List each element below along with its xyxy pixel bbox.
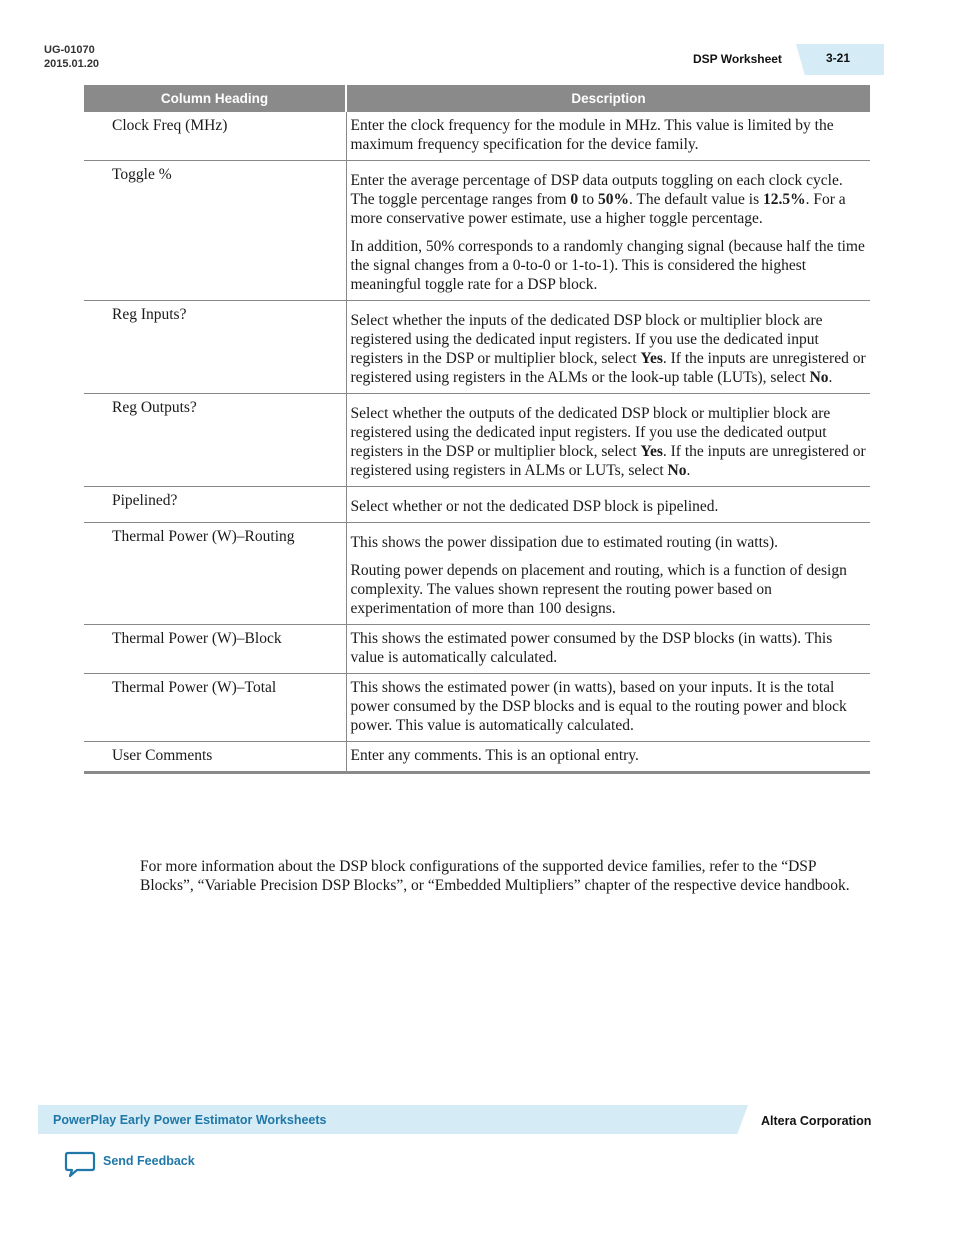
table-row: [84, 161, 870, 301]
row-name-routing: Thermal Power (W)–Routing: [84, 523, 346, 625]
row-desc-reg-outputs: [346, 394, 870, 487]
table-row: [84, 523, 870, 625]
desc-paragraph: Routing power depends on placement and routing, which is a function of design complexity. The values shown represent the routing power based on experimentation of more than 100 designs.: [350, 562, 847, 617]
table-row: [84, 674, 870, 742]
section-title: DSP Worksheet: [693, 52, 782, 66]
page-number: 3-21: [826, 51, 851, 65]
desc-paragraph: Select whether the inputs of the dedicated DSP block or multiplier block are registered using the dedicated input registers. If you use the dedicated input registers in the DSP or multiplier block, select Yes. If the inputs are unregistered or registered using registers in the ALMs or the look-up table (LUTs), select No.: [350, 312, 866, 386]
row-desc-pipelined: [346, 487, 870, 523]
row-desc-toggle: [346, 161, 870, 301]
description-header: Description: [346, 85, 870, 112]
document-date: 2015.01.20: [44, 58, 100, 70]
table-row: [84, 625, 870, 674]
table-row: [84, 487, 870, 523]
desc-text: Enter the clock frequency for the module in MHz. This value is limited by the maximum frequency specification for the device family.: [350, 117, 834, 153]
row-name-clock-freq: Clock Freq (MHz): [84, 112, 346, 161]
table-row: [84, 301, 870, 394]
desc-paragraph: Select whether the outputs of the dedicated DSP block or multiplier block are registered using the dedicated input registers. If you use the dedicated output registers in the DSP or multiplier block, select Yes. If the inputs are unregistered or registered using registers in ALMs or LUTs, select No.: [350, 405, 866, 479]
table-row: [84, 112, 870, 161]
desc-paragraph: This shows the power dissipation due to estimated routing (in watts).: [350, 534, 778, 551]
table-row: [84, 394, 870, 487]
row-name-reg-inputs: Reg Inputs?: [84, 301, 346, 394]
footer-chapter-link[interactable]: PowerPlay Early Power Estimator Worksheets: [53, 1113, 327, 1127]
column-heading-header: Column Heading: [84, 85, 346, 112]
speech-bubble-icon[interactable]: [64, 1151, 96, 1179]
row-name-block: Thermal Power (W)–Block: [84, 625, 346, 674]
table-row: [84, 742, 870, 773]
table-header-row: [84, 85, 870, 112]
row-desc-block: [346, 625, 870, 674]
row-name-reg-outputs: Reg Outputs?: [84, 394, 346, 487]
desc-paragraph: Enter the average percentage of DSP data outputs toggling on each clock cycle. The toggle percentage ranges from 0 to 50%. The default value is 12.5%. For a more conservative power estimate, use a higher toggle percentage.: [350, 172, 846, 227]
row-desc-comments: [346, 742, 870, 773]
desc-paragraph: Select whether or not the dedicated DSP block is pipelined.: [350, 498, 719, 515]
desc-paragraph: This shows the estimated power (in watts), based on your inputs. It is the total power consumed by the DSP blocks and is equal to the routing power and block power. This value is automatically calculated.: [350, 679, 847, 734]
row-name-comments: User Comments: [84, 742, 346, 773]
row-desc-total: [346, 674, 870, 742]
dsp-worksheet-table: [84, 85, 870, 774]
document-number: UG-01070: [44, 44, 95, 56]
row-desc-reg-inputs: [346, 301, 870, 394]
row-desc-routing: [346, 523, 870, 625]
reference-note: For more information about the DSP block configurations of the supported device families, refer to the “DSP Blocks”, “Variable Precision DSP Blocks”, or “Embedded Multipliers” chapter of the respective device handbook.: [140, 858, 850, 894]
row-name-pipelined: Pipelined?: [84, 487, 346, 523]
send-feedback-link[interactable]: Send Feedback: [103, 1154, 195, 1168]
company-name: Altera Corporation: [761, 1114, 872, 1128]
row-name-toggle: Toggle %: [84, 161, 346, 301]
row-name-total: Thermal Power (W)–Total: [84, 674, 346, 742]
desc-paragraph: Enter any comments. This is an optional entry.: [350, 747, 639, 764]
document-id: [44, 43, 99, 71]
desc-paragraph: This shows the estimated power consumed by the DSP blocks (in watts). This value is automatically calculated.: [350, 630, 833, 666]
row-desc-clock-freq: [346, 112, 870, 161]
desc-paragraph: In addition, 50% corresponds to a randomly changing signal (because half the time the signal changes from a 0-to-0 or 1-to-1). This is considered the highest meaningful toggle rate for a DSP block.: [350, 238, 865, 293]
